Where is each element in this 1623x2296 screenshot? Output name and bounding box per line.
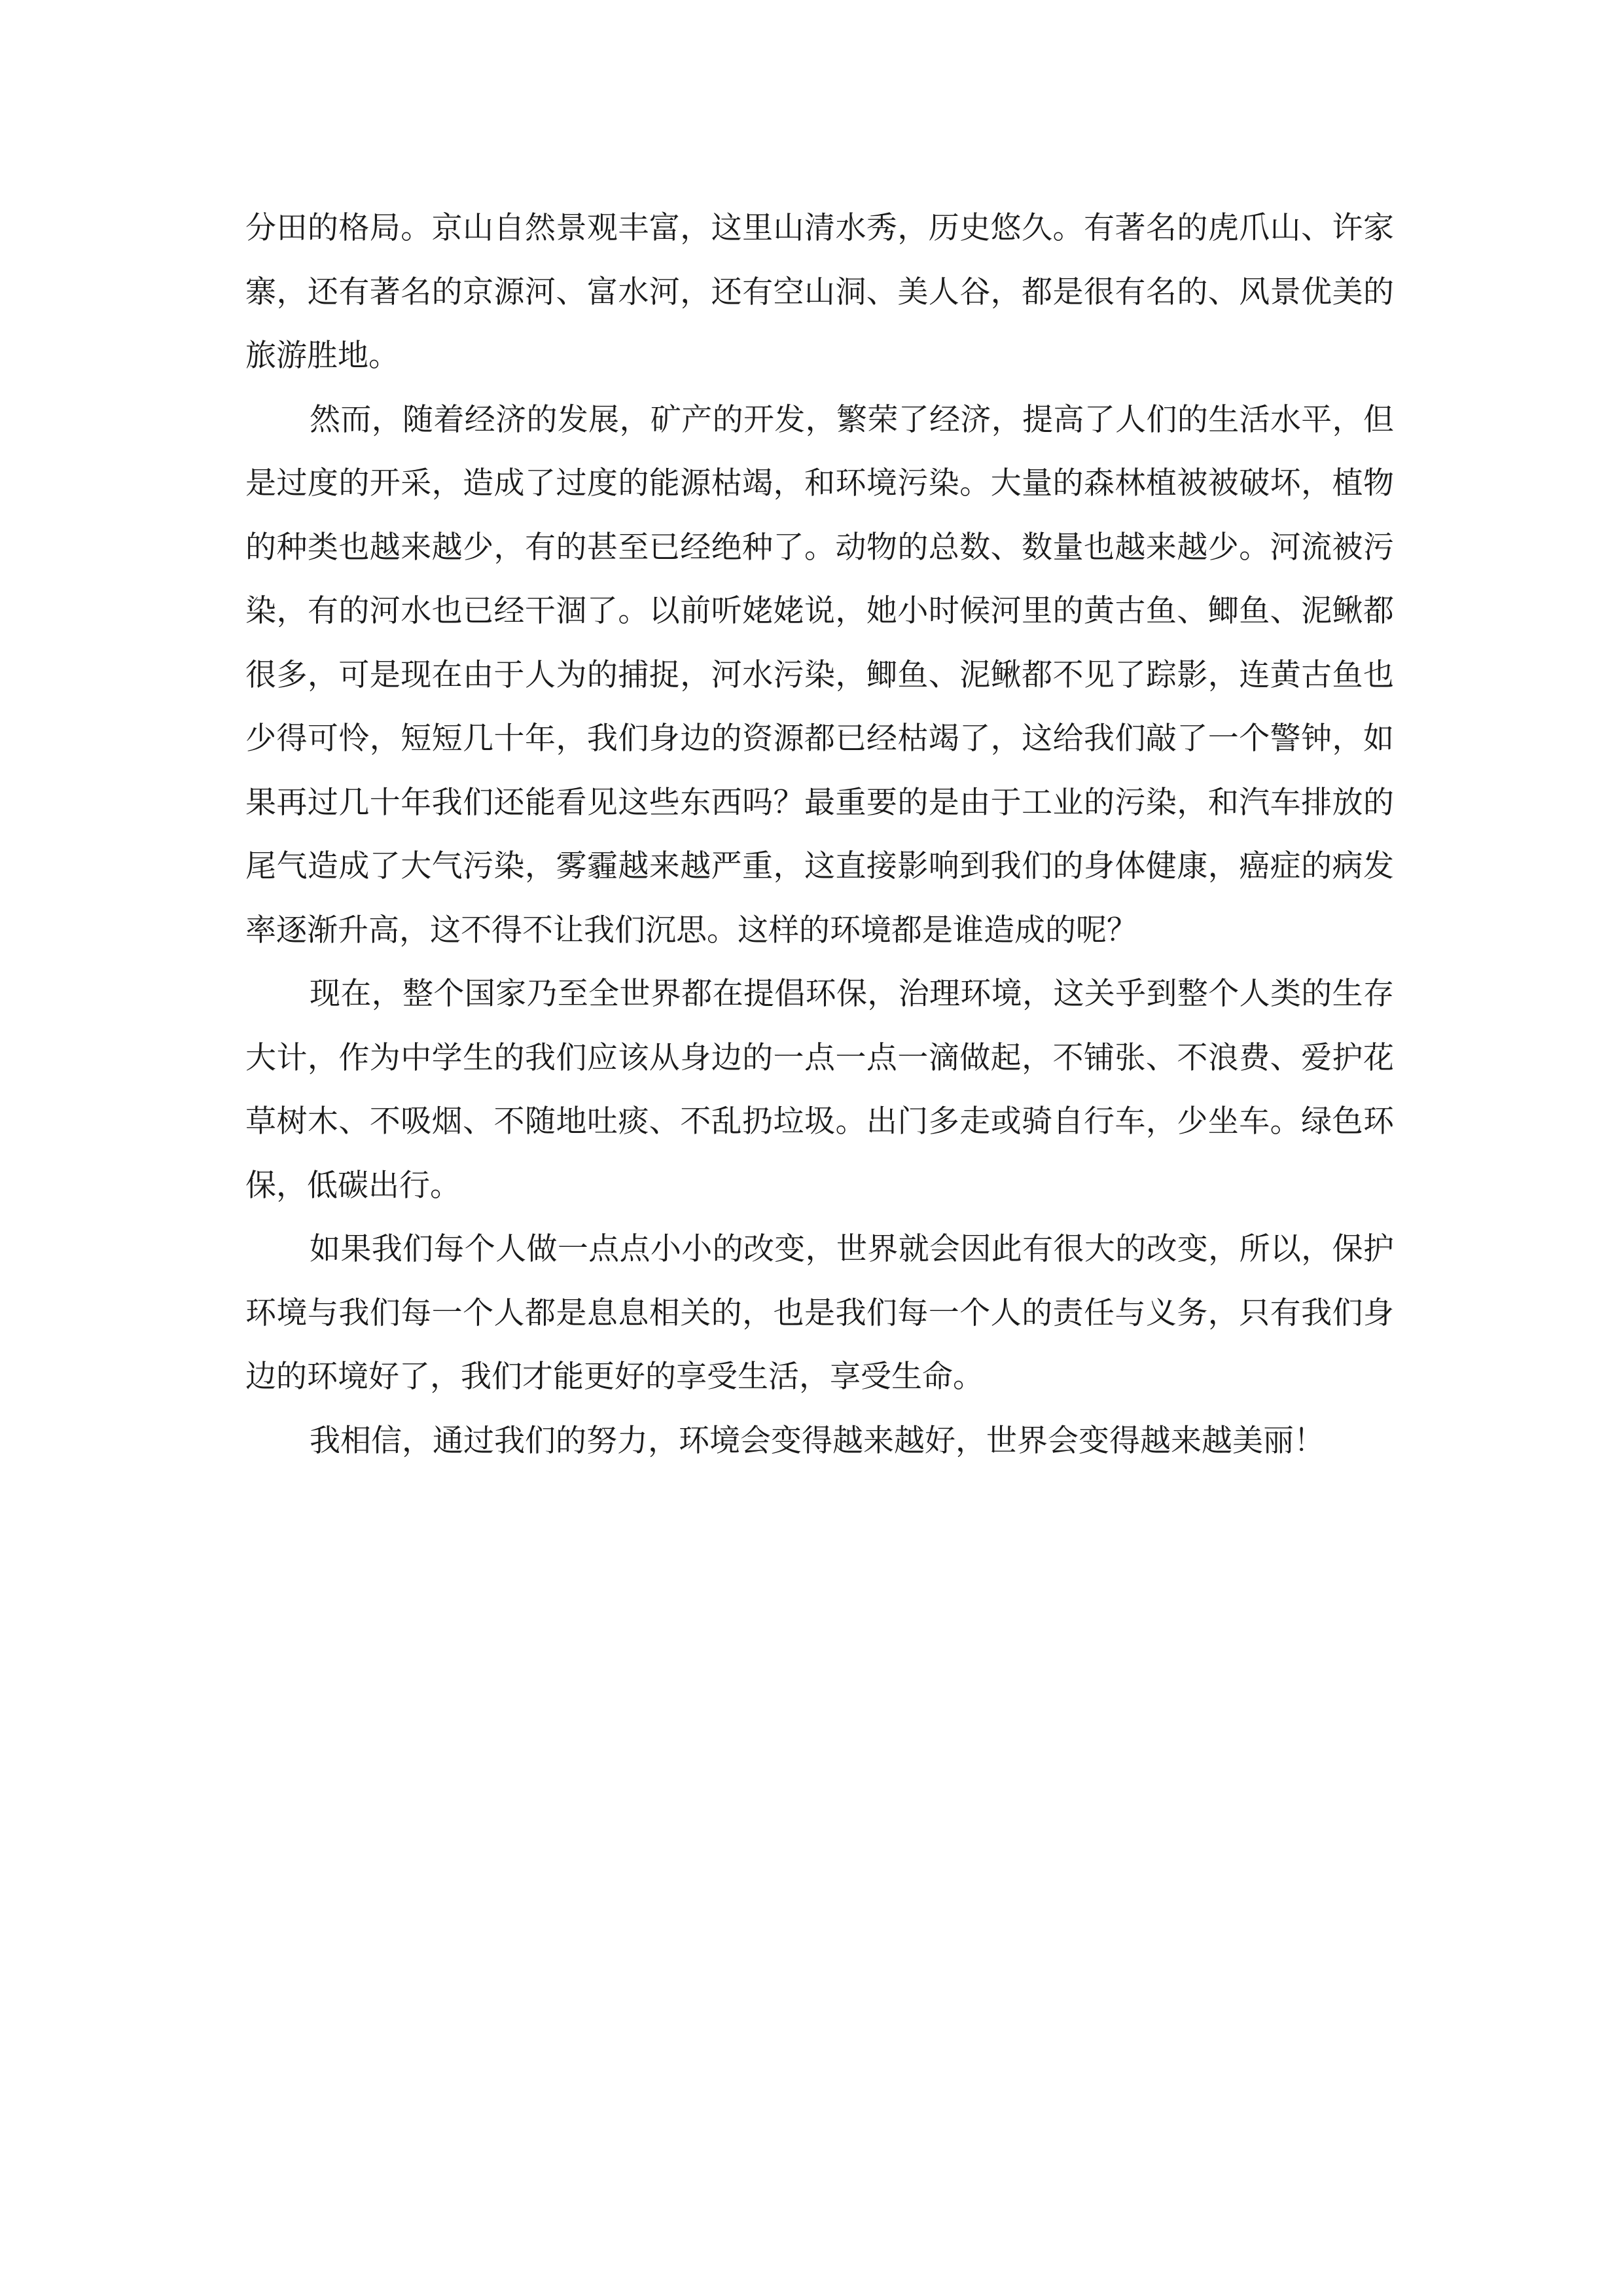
paragraph-4: 如果我们每个人做一点点小小的改变，世界就会因此有很大的改变，所以，保护环境与我们每一个人都是息息相关的，也是我们每一个人的责任与义务，只有我们身边的环境好了，我们才能更好的享受生活，享受生命。 [245, 1231, 1394, 1395]
document-body [245, 196, 1394, 1473]
paragraph-3: 现在，整个国家乃至全世界都在提倡环保，治理环境，这关乎到整个人类的生存大计，作为中学生的我们应该从身边的一点一点一滴做起，不铺张、不浪费、爱护花草树木、不吸烟、不随地吐痰、不乱扔垃圾。出门多走或骑自行车，少坐车。绿色环保，低碳出行。 [245, 976, 1394, 1204]
paragraph-1: 分田的格局。京山自然景观丰富，这里山清水秀，历史悠久。有著名的虎爪山、许家寨，还有著名的京源河、富水河，还有空山洞、美人谷，都是很有名的、风景优美的旅游胜地。 [245, 210, 1394, 374]
paragraph-5: 我相信，通过我们的努力，环境会变得越来越好，世界会变得越来越美丽！ [310, 1422, 1325, 1459]
paragraph-2: 然而，随着经济的发展，矿产的开发，繁荣了经济，提高了人们的生活水平，但是过度的开采，造成了过度的能源枯竭，和环境污染。大量的森林植被被破坏，植物的种类也越来越少，有的甚至已经绝种了。动物的总数、数量也越来越少。河流被污染，有的河水也已经干涸了。以前听姥姥说，她小时候河里的黄古鱼、鲫鱼、泥鳅都很多，可是现在由于人为的捕捉，河水污染，鲫鱼、泥鳅都不见了踪影，连黄古鱼也少得可怜，短短几十年，我们身边的资源都已经枯竭了，这给我们敲了一个警钟，如果再过几十年我们还能看见这些东西吗？最重要的是由于工业的污染，和汽车排放的尾气造成了大气污染，雾霾越来越严重，这直接影响到我们的身体健康，癌症的病发率逐渐升高，这不得不让我们沉思。这样的环境都是谁造成的呢？ [245, 401, 1394, 948]
